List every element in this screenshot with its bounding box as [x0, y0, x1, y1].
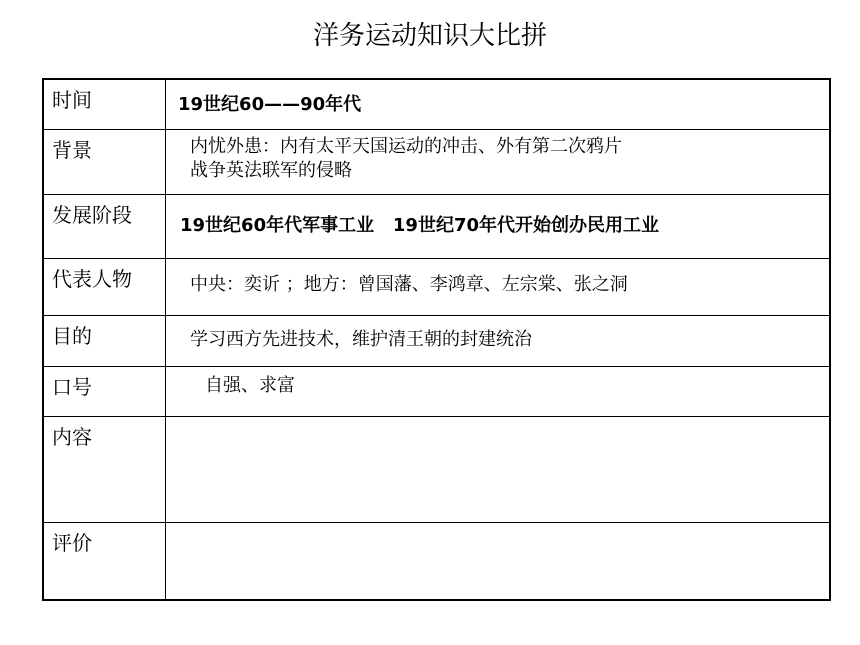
row-label-background: 背景 [44, 130, 166, 194]
row-label-time: 时间 [44, 80, 166, 129]
row-value-time: 19世纪60——90年代 [178, 94, 362, 115]
row-label-stages: 发展阶段 [44, 195, 166, 258]
row-label-slogan: 口号 [44, 367, 166, 416]
row-value-evaluation [166, 523, 829, 599]
table-row-stages [44, 195, 829, 259]
row-value-background: 内忧外患：内有太平天国运动的冲击、外有第二次鸦片 战争英法联军的侵略 [190, 136, 622, 181]
row-label-purpose: 目的 [44, 316, 166, 366]
page-title: 洋务运动知识大比拼 [312, 21, 547, 51]
table-row-background [44, 130, 829, 195]
row-value-content [166, 417, 829, 522]
knowledge-table [42, 78, 831, 601]
row-value-purpose: 学习西方先进技术，维护清王朝的封建统治 [190, 329, 532, 350]
table-row-slogan [44, 367, 829, 417]
row-label-evaluation: 评价 [44, 523, 166, 599]
table-row-time [44, 80, 829, 130]
table-row-content [44, 417, 829, 523]
row-label-figures: 代表人物 [44, 259, 166, 315]
table-row-purpose [44, 316, 829, 367]
table-row-figures [44, 259, 829, 316]
table-row-evaluation [44, 523, 829, 599]
row-value-stages: 19世纪60年代军事工业 19世纪70年代开始创办民用工业 [180, 215, 659, 236]
row-label-content: 内容 [44, 417, 166, 522]
row-value-slogan: 自强、求富 [205, 375, 295, 396]
row-value-figures: 中央：奕䜣 ；地方：曾国藩、李鸿章、左宗棠、张之洞 [190, 274, 628, 295]
